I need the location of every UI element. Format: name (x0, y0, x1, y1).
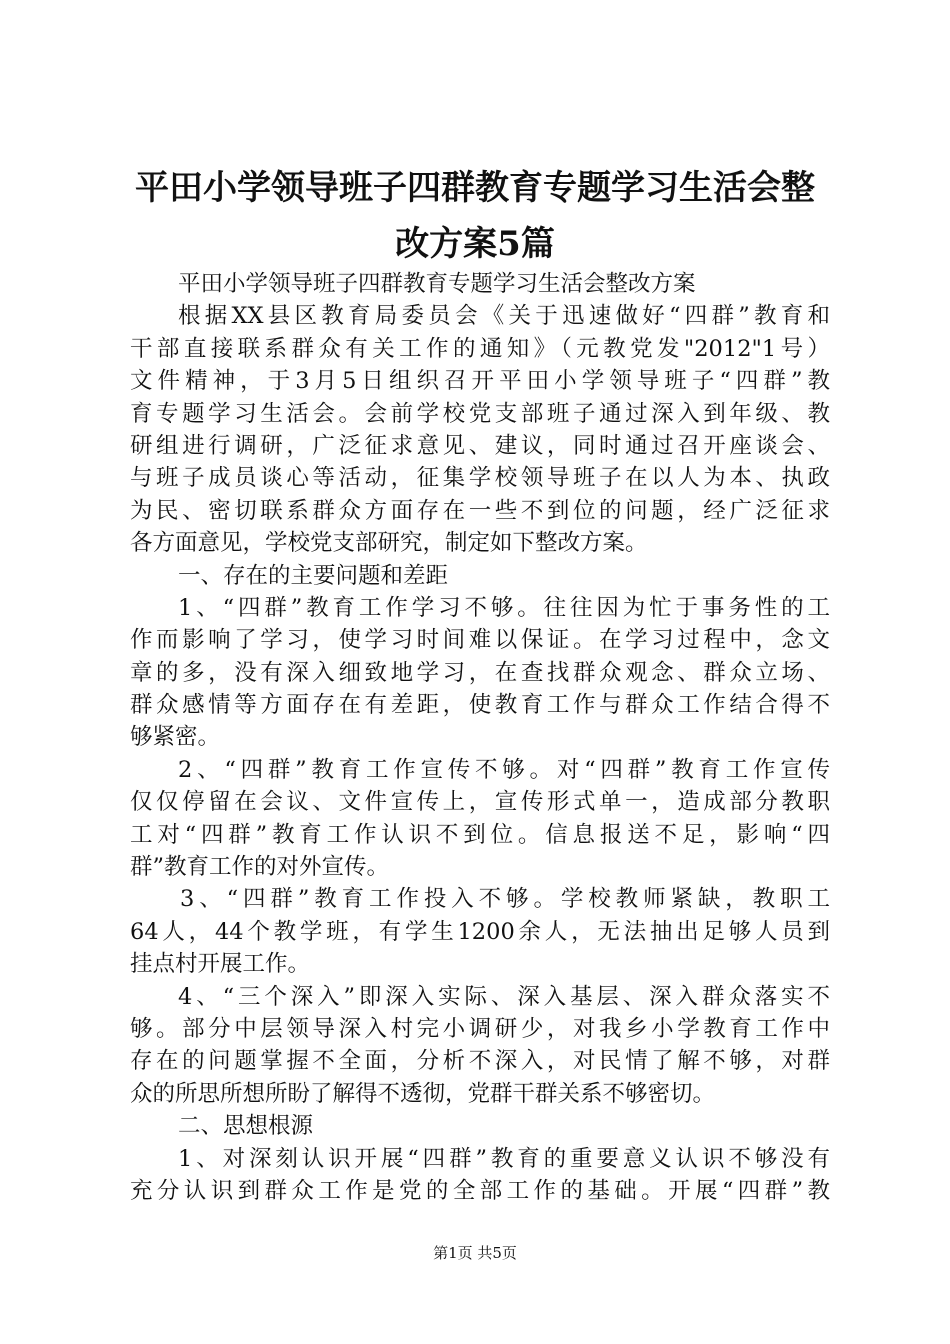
paragraph-line: 作而影响了学习，使学习时间难以保证。在学习过程中，念文 (130, 627, 830, 654)
document-body (130, 268, 830, 1207)
paragraph-line: 干部直接联系群众有关工作的通知》（元教党发"2012"1号） (130, 335, 830, 362)
paragraph-line: 研组进行调研，广泛征求意见、建议，同时通过召开座谈会、 (130, 432, 830, 459)
section-heading: 一、存在的主要问题和差距 (178, 562, 449, 589)
paragraph-line: 存在的问题掌握不全面，分析不深入，对民情了解不够，对群 (130, 1048, 830, 1075)
paragraph-line: 育专题学习生活会。会前学校党支部班子通过深入到年级、教 (130, 400, 830, 427)
paragraph-line: 工对“四群”教育工作认识不到位。信息报送不足，影响“四 (130, 821, 830, 848)
paragraph-line: 2、“四群”教育工作宣传不够。对“四群”教育工作宣传 (178, 756, 830, 783)
page-footer: 第1页 共5页 (433, 1244, 517, 1262)
paragraph-line: 够紧密。 (130, 724, 221, 751)
paragraph-line: 仅仅停留在会议、文件宣传上，宣传形式单一，造成部分教职 (130, 789, 830, 816)
paragraph-line: 4、“三个深入”即深入实际、深入基层、深入群众落实不 (178, 983, 830, 1010)
paragraph-line: 众的所思所想所盼了解得不透彻，党群干群关系不够密切。 (130, 1080, 716, 1107)
paragraph-line: 与班子成员谈心等活动，征集学校领导班子在以人为本、执政 (130, 465, 830, 492)
paragraph-line: 根据XX县区教育局委员会《关于迅速做好“四群”教育和 (178, 303, 830, 330)
paragraph-line: 文件精神，于3月5日组织召开平田小学领导班子“四群”教 (130, 368, 830, 395)
paragraph-line: 挂点村开展工作。 (130, 951, 311, 978)
paragraph-line: 群”教育工作的对外宣传。 (130, 854, 390, 881)
section-heading: 二、思想根源 (178, 1113, 314, 1140)
paragraph-line: 各方面意见，学校党支部研究，制定如下整改方案。 (130, 530, 648, 557)
document-title-line-1: 平田小学领导班子四群教育专题学习生活会整 (135, 168, 815, 208)
paragraph-line: 章的多，没有深入细致地学习，在查找群众观念、群众立场、 (130, 659, 830, 686)
document-title-line-2: 改方案5篇 (395, 224, 555, 264)
paragraph-line: 充分认识到群众工作是党的全部工作的基础。开展“四群”教 (130, 1177, 830, 1204)
paragraph-line: 3、“四群”教育工作投入不够。学校教师紧缺，教职工 (180, 886, 830, 913)
paragraph-line: 64人，44个教学班，有学生1200余人，无法抽出足够人员到 (130, 918, 830, 945)
paragraph-line: 够。部分中层领导深入村完小调研少，对我乡小学教育工作中 (130, 1015, 830, 1042)
document-subtitle: 平田小学领导班子四群教育专题学习生活会整改方案 (178, 271, 696, 297)
paragraph-line: 1、“四群”教育工作学习不够。往往因为忙于事务性的工 (178, 594, 830, 621)
paragraph-line: 1、对深刻认识开展“四群”教育的重要意义认识不够没有 (178, 1145, 830, 1172)
paragraph-line: 为民、密切联系群众方面存在一些不到位的问题，经广泛征求 (130, 497, 830, 524)
paragraph-line: 群众感情等方面存在有差距，使教育工作与群众工作结合得不 (130, 692, 830, 719)
